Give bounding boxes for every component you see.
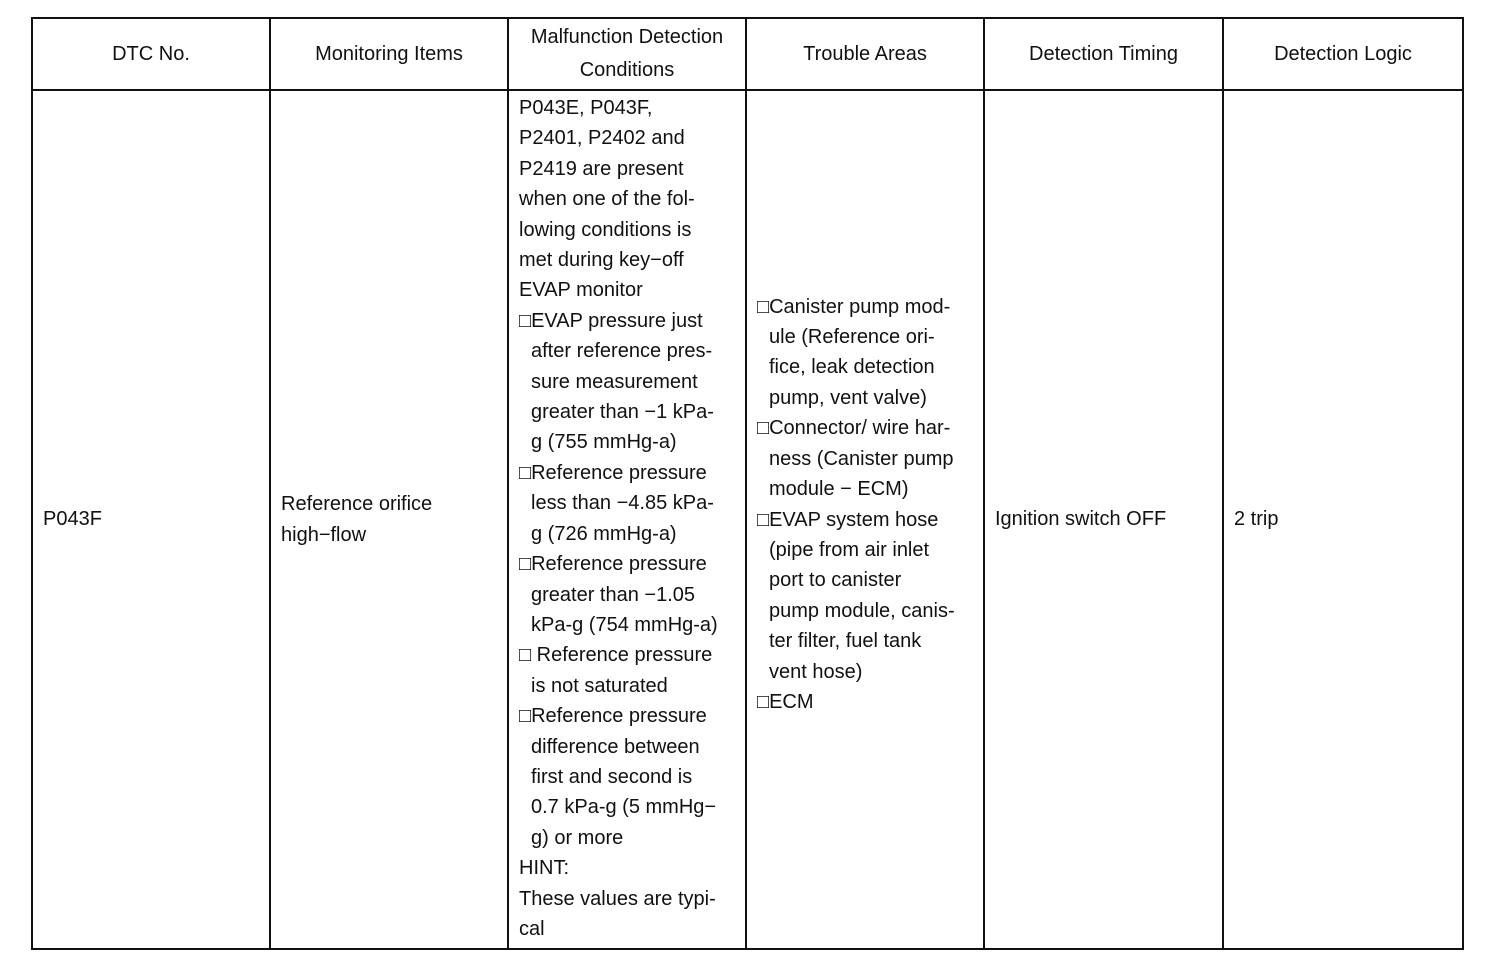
cell-text-line: module − ECM) <box>769 478 909 501</box>
cell-text-line: ness (Canister pump <box>769 447 954 470</box>
cell-text-line: met during key−off <box>519 249 684 272</box>
cell-text-line: pump module, canis- <box>769 599 955 622</box>
cell-text-line: □EVAP pressure just <box>519 309 703 332</box>
cell-text-line: □Reference pressure <box>519 461 707 484</box>
cell-trouble-areas <box>746 90 984 949</box>
cell-text-line: □Canister pump mod- <box>757 295 951 318</box>
cell-text-line: These values are typi- <box>519 887 716 910</box>
header-malfunction-line-2: Conditions <box>579 59 675 81</box>
monitoring-line: high−flow <box>281 523 367 546</box>
cell-text-line: cal <box>519 917 545 940</box>
header-malfunction-detection-conditions <box>508 18 746 90</box>
cell-text-line: when one of the fol- <box>519 188 695 211</box>
cell-malfunction-conditions <box>508 90 746 949</box>
cell-text-line: port to canister <box>769 569 902 592</box>
header-malfunction-line-1: Malfunction Detection <box>530 26 724 48</box>
cell-text-line: is not saturated <box>531 674 668 697</box>
cell-text-line: vent hose) <box>769 660 863 683</box>
cell-text-line: difference between <box>531 735 700 758</box>
cell-detection-timing: Ignition switch OFF <box>984 90 1223 949</box>
monitoring-line: Reference orifice <box>281 493 433 516</box>
cell-text-line: lowing conditions is <box>519 218 692 241</box>
cell-text-line: P2401, P2402 and <box>519 127 685 150</box>
cell-text-line: less than −4.85 kPa- <box>531 492 714 515</box>
cell-text-line: first and second is <box>531 765 693 788</box>
cell-text-line: ter filter, fuel tank <box>769 630 922 653</box>
cell-text-line: greater than −1.05 <box>531 583 696 606</box>
header-detection-timing: Detection Timing <box>984 18 1223 90</box>
cell-text-line: □Connector/ wire har- <box>757 417 951 440</box>
header-monitoring-items: Monitoring Items <box>270 18 508 90</box>
cell-text-line: g (726 mmHg-a) <box>531 522 677 545</box>
cell-text-line: □EVAP system hose <box>757 508 939 531</box>
cell-text-line: □ECM <box>757 690 814 713</box>
cell-text-line: greater than −1 kPa- <box>531 401 714 424</box>
dtc-table <box>31 17 1464 950</box>
cell-detection-logic: 2 trip <box>1223 90 1463 949</box>
header-detection-logic: Detection Logic <box>1223 18 1463 90</box>
cell-text-line: □Reference pressure <box>519 705 707 728</box>
header-dtc-no: DTC No. <box>32 18 270 90</box>
cell-text-line: 0.7 kPa-g (5 mmHg− <box>531 796 717 819</box>
table-header-row <box>32 18 1463 90</box>
table-row <box>32 90 1463 949</box>
malfunction-lines <box>519 93 739 944</box>
cell-text-line: fice, leak detection <box>769 356 935 379</box>
cell-text-line: □ Reference pressure <box>519 644 713 667</box>
header-trouble-areas: Trouble Areas <box>746 18 984 90</box>
cell-text-line: kPa-g (754 mmHg-a) <box>531 613 718 636</box>
cell-text-line: P2419 are present <box>519 157 684 180</box>
cell-text-line: EVAP monitor <box>519 279 643 302</box>
cell-dtc-no: P043F <box>32 90 270 949</box>
cell-text-line: pump, vent valve) <box>769 386 927 409</box>
cell-text-line: (pipe from air inlet <box>769 538 930 561</box>
cell-text-line: ule (Reference ori- <box>769 326 935 349</box>
cell-text-line: HINT: <box>519 857 569 880</box>
cell-text-line: P043E, P043F, <box>519 97 653 119</box>
trouble-lines <box>757 292 977 718</box>
cell-monitoring-items <box>270 90 508 949</box>
cell-text-line: g (755 mmHg-a) <box>531 431 677 454</box>
cell-text-line: g) or more <box>531 826 624 849</box>
cell-text-line: sure measurement <box>531 370 698 393</box>
cell-text-line: □Reference pressure <box>519 553 707 576</box>
cell-text-line: after reference pres- <box>531 340 713 363</box>
